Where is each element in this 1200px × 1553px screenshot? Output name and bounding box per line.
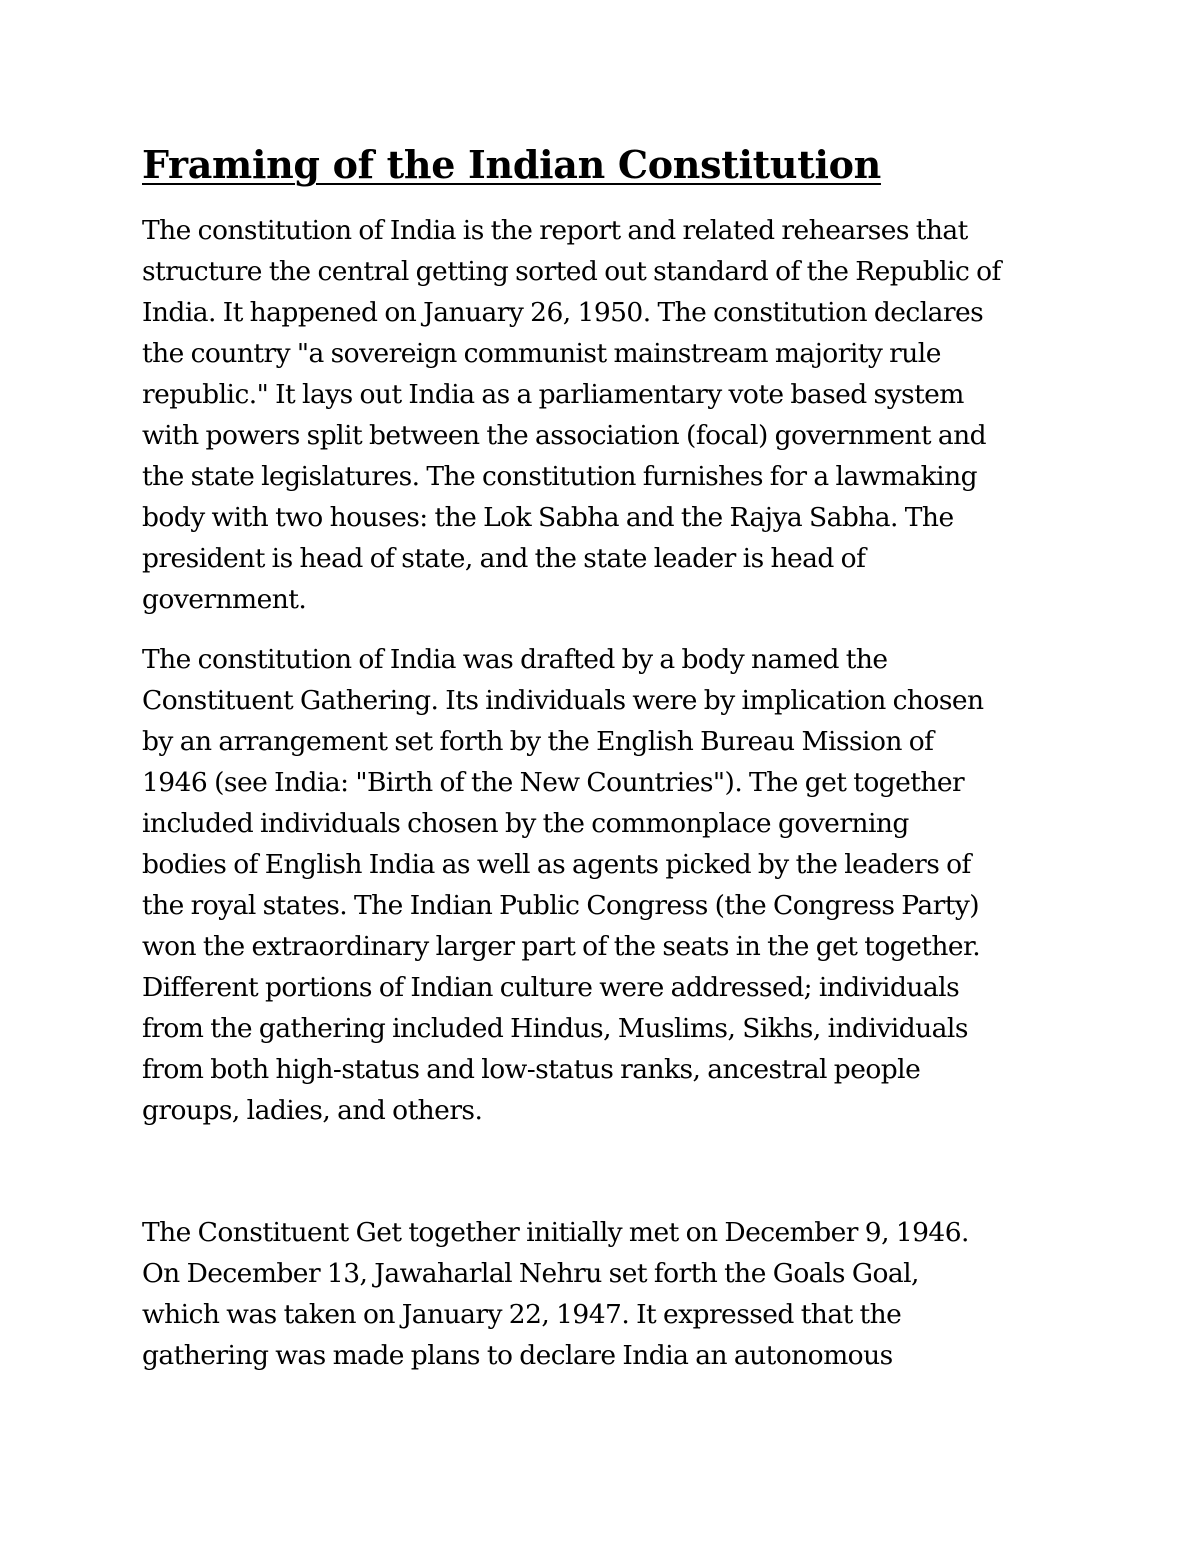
text-line: The Constituent Get together initially met on December 9, 1946. [142, 1217, 969, 1248]
text-line: from the gathering included Hindus, Muslims, Sikhs, individuals [142, 1013, 968, 1044]
text-line: the country "a sovereign communist mainstream majority rule [142, 338, 941, 369]
text-line: government. [142, 584, 307, 615]
text-line: republic." It lays out India as a parliamentary vote based system [142, 379, 964, 410]
text-line: Different portions of Indian culture were addressed; individuals [142, 972, 960, 1003]
blank-line [142, 1150, 1082, 1212]
paragraph-1 [142, 210, 1082, 620]
text-line: with powers split between the association (focal) government and [142, 420, 987, 451]
text-line: president is head of state, and the state leader is head of [142, 543, 866, 574]
text-line: 1946 (see India: "Birth of the New Countries"). The get together [142, 767, 965, 798]
text-line: The constitution of India is the report and related rehearses that [142, 215, 968, 246]
text-line: by an arrangement set forth by the English Bureau Mission of [142, 726, 934, 757]
document-body [142, 138, 1082, 1395]
text-line: The constitution of India was drafted by a body named the [142, 644, 888, 675]
text-line: won the extraordinary larger part of the seats in the get together. [142, 931, 981, 962]
text-line: included individuals chosen by the commonplace governing [142, 808, 909, 839]
text-line: structure the central getting sorted out standard of the Republic of [142, 256, 1001, 287]
text-line: the royal states. The Indian Public Congress (the Congress Party) [142, 890, 980, 921]
text-line: bodies of English India as well as agents picked by the leaders of [142, 849, 971, 880]
paragraph-3 [142, 1212, 1082, 1376]
text-line: India. It happened on January 26, 1950. The constitution declares [142, 297, 984, 328]
text-line: Constituent Gathering. Its individuals were by implication chosen [142, 685, 984, 716]
paragraph-2 [142, 639, 1082, 1131]
text-line: the state legislatures. The constitution furnishes for a lawmaking [142, 461, 978, 492]
document-title: Framing of the Indian Constitution [142, 142, 881, 187]
text-line: On December 13, Jawaharlal Nehru set forth the Goals Goal, [142, 1258, 919, 1289]
text-line: which was taken on January 22, 1947. It expressed that the [142, 1299, 902, 1330]
text-line: from both high-status and low-status ranks, ancestral people [142, 1054, 921, 1085]
text-line: body with two houses: the Lok Sabha and the Rajya Sabha. The [142, 502, 954, 533]
text-line: gathering was made plans to declare India an autonomous [142, 1340, 893, 1371]
text-line: groups, ladies, and others. [142, 1095, 483, 1126]
